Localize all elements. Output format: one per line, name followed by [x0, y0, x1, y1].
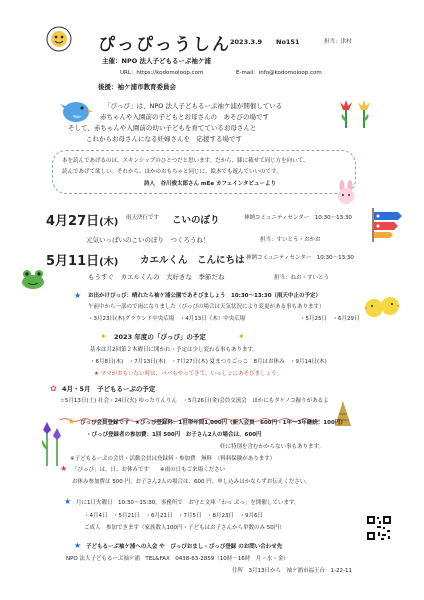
outing-heading: お出かけぴっぴ：晴れたら袖ケ浦公園であそびましょう 10:30～13:30（雨天中止の予定） — [88, 293, 322, 299]
org-logo — [46, 26, 72, 52]
registration-line-1: ぴっぴ会員登録です ★ぴっぴ登録料：1世帯年間1,000円（新入会員 600円・1年～3年継続：100円） — [80, 420, 346, 426]
event-1-place: 神納コミュニティセンター 10:30～13:30 — [244, 215, 352, 221]
registration-line-4: ※子どもるーぷの会員・活動会員は登録料・参加費 無料 （料料保険があります） — [70, 456, 276, 462]
sparkle-icon-2: ✦ — [238, 332, 245, 341]
intro-line-3: そして、赤ちゃんや入園前の幼い子どもを育てているお母さんと — [68, 124, 257, 132]
editor-label: 担当：津村 — [324, 39, 352, 45]
wave-divider — [60, 408, 320, 414]
event-1-desc: 元気いっぱいのこいのぼり つくろうね！ — [86, 236, 210, 244]
outing-line-3: ・5月25日 ・6月29日 — [300, 316, 360, 322]
intro-line-4: これからお母さんになる妊婦さんを 応援する場です — [86, 135, 242, 143]
footer-line-2: NPO 法人子どもるーぷ袖ケ浦 TEL&FAX 0438-63-2859（10時～16時 月・水・金） — [66, 556, 289, 562]
star-icon-2: ★ — [68, 417, 76, 426]
quote-line-1: 本を読んであげるのは、スキンシップのひとつだと思います。だから、膝に載せて同じ方を向いて、 — [62, 158, 309, 164]
org-label: 主催：NPO 法人子どもるーぷ袖ケ浦 — [102, 57, 211, 65]
loop-heading: 4月・5月 子どもるーぷの予定 — [62, 385, 156, 393]
event-1-weekday: (木) — [99, 217, 119, 228]
qr-code-icon — [366, 515, 392, 541]
star-icon-5: ★ — [74, 541, 82, 550]
event-2-place: 神納コミュニティセンター 10:30～13:30 — [246, 255, 354, 261]
intro-line-2: 赤ちゃんや入園前の子どもとお母さんの あそびの場です — [100, 113, 269, 121]
issue-date: 2023.3.9 — [230, 38, 263, 46]
monthly-line-1: 月に1日火曜日 10:30～15:30。事務所で お守と文庫「わっ ぷっ」を開催しています。 — [76, 500, 300, 506]
frog-icon — [20, 268, 46, 290]
footer-line-3: 住所 3月13日から 袖ケ浦市福王台 1-22-11 — [232, 568, 352, 574]
tulip-icon — [336, 96, 376, 130]
event-2-date-main: 5月11日 — [46, 254, 100, 269]
bluebird-icon — [58, 96, 94, 126]
registration-line-2: ・ぴっぴ登録者の参加費：1回 500円 お子さん2人の場合は、600円 — [86, 432, 262, 438]
star-icon: ★ — [74, 291, 82, 300]
star-icon-4: ★ — [64, 497, 72, 506]
star-icon-3: ★ — [60, 464, 68, 473]
monthly-line-3: ご成人 参加できます（家族数人100円・子どもはお子さんから単数のみ 50円） — [84, 525, 285, 531]
event-2-weekday: (木) — [99, 257, 119, 268]
quote-line-2: 読んであげて欲しい。それから、ほかのおもちゃと同じに、絵本でも遊んでいいのです。 — [62, 169, 282, 175]
event-2-date — [46, 250, 118, 269]
notice-line-2: お休み参加費は 500 円。お子さん2人の場合は、600 円。申し込みはかならずお伝えください。 — [72, 479, 311, 485]
event-2-staff: 担当：ねお・すいとう — [274, 275, 330, 281]
rabbit-icon — [334, 180, 358, 206]
page-title: ぴっぴっうしん — [98, 35, 231, 55]
monthly-line-2: ・4月4日 ・5月21日 ・6月21日 ・7月5日 ・8月23日 ・9月6日 — [84, 513, 263, 519]
support-label: 後援：袖ケ浦市教育委員会 — [98, 83, 176, 91]
event-1-date-main: 4月27日 — [46, 214, 100, 229]
notice-line-1: 「ぴっぴ」は、日、お休みです ※雨の日もご来場ください — [72, 467, 226, 473]
schedule-line-3: ★ ママがおもいない時は、パパもやってきて、いっしょにあそびましょう。 — [94, 371, 283, 377]
carp-streamer-icon — [370, 208, 404, 242]
intro-line-1: 「ぴっぴ」は、NPO 法人子どもるーぷ袖ケ浦が開催している — [104, 102, 283, 110]
event-1-note: 雨天決行です — [126, 215, 160, 221]
sparkle-icon: ✦ — [100, 332, 107, 341]
org-url: URL：https://kodomoloop.com — [120, 70, 204, 76]
org-email: E-mail：info@kodomoloop.com — [236, 70, 322, 76]
event-2-desc: もうすぐ カエルくんの 大好きな 季節だね — [88, 273, 225, 281]
schedule-line-1: 基本は月2回第２木曜日に開かれ・予定は少し変わる事もあります。 — [90, 347, 259, 353]
registration-line-3: 妊に特別を含むかからない事もあります。 — [220, 444, 325, 450]
iris-flower-icon — [38, 420, 66, 468]
chick-icon — [362, 290, 402, 320]
schedule-line-2: ・6月8日(木) ・7月13日(木) ・7月27日(木) 夏まつりごっこ 8月はお休み ・9月14日(木) — [90, 359, 327, 365]
flower-mark-icon: ✿ — [50, 384, 57, 393]
loop-line-1: ☆5月13日(土) 社会・24日(火) ゆったりんりん ・5月26日(金)会員交流会 ほかにもタケノコ掘りがあるよ — [60, 398, 329, 404]
issue-number: No151 — [276, 38, 300, 46]
event-1-name: こいのぼり — [172, 215, 220, 226]
event-2-name: カエルくん こんにちは — [140, 255, 245, 266]
outing-line-2: ・3月23日(木)グラウンド中央広場 ・4月13日（木）中央広場 — [88, 316, 246, 322]
footer-line-1: 子どもるーぷ袖ケ浦への入会 や ぴっぴおまし・ぴっぴ登録 のお問い合わせ先 — [86, 544, 283, 550]
quote-attribution: 詩人 谷川俊太郎さん mEe カフェインタビューより — [144, 181, 277, 187]
outing-line-1: 午前中から一部ので雨になりました（ぴっぴの場合は天気状況により変更がある事もあります） — [88, 304, 325, 310]
event-1-staff: 担当：すいとう・おかお — [260, 237, 321, 243]
event-1-date — [46, 210, 118, 229]
schedule-heading: 2023 年度の「ぴっぴ」の予定 — [114, 333, 206, 341]
